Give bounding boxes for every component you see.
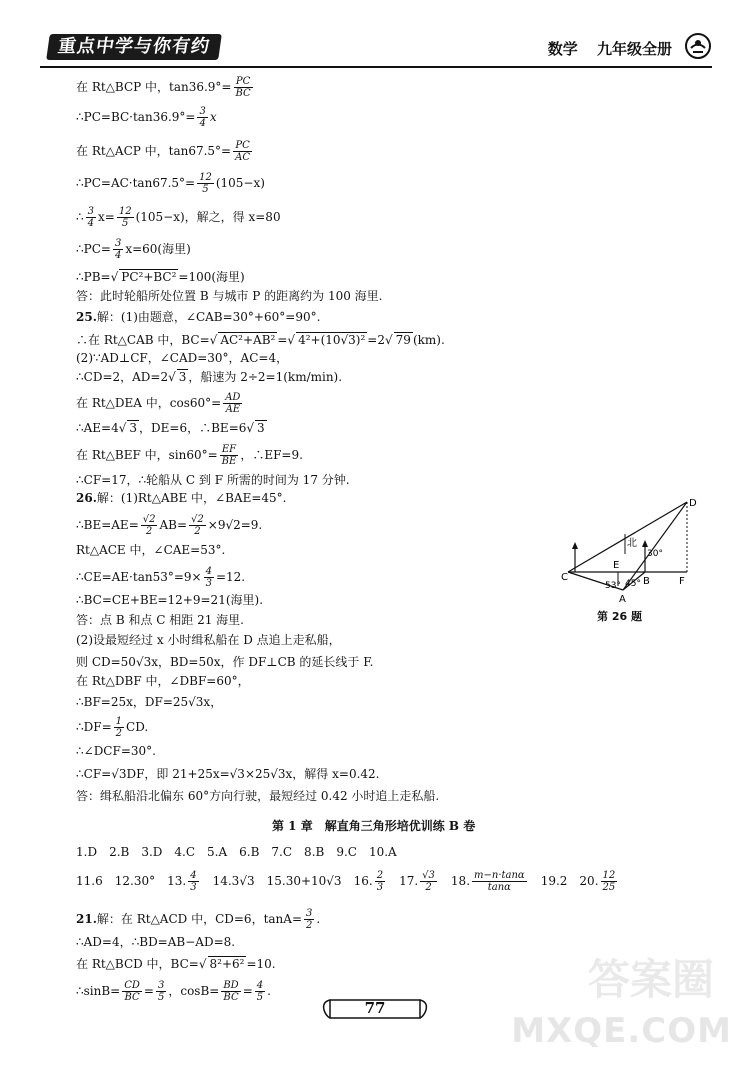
text-line: ∴BE=AE= $\frac{√2}{2}$ AB= $\frac{√2}{2}$ ×9√2=9. bbox=[76, 514, 263, 537]
text-line: 在 Rt△DBF 中，∠DBF=60°， bbox=[76, 674, 250, 688]
text-line: 在 Rt△BCD 中，BC=√ 8²+6² =10. bbox=[76, 957, 276, 971]
grade-label: 九年级全册 bbox=[596, 40, 672, 58]
problem-26-figure bbox=[555, 494, 705, 624]
subject-label: 数学 bbox=[547, 40, 578, 58]
text-line: ∴AD=4，∴BD=AB−AD=8. bbox=[76, 935, 236, 949]
label-C: C bbox=[561, 572, 568, 583]
text-line: 25.解：(1)由题意，∠CAB=30°+60°=90°. bbox=[76, 310, 321, 324]
page-number: 77 bbox=[364, 999, 386, 1017]
text-line: ∴AE=4√ 3 ，DE=6，∴BE=6√ 3 bbox=[76, 421, 265, 435]
label-30: 30° bbox=[647, 549, 663, 559]
text-line: (2)∵AD⊥CF，∠CAD=30°，AC=4， bbox=[76, 351, 289, 365]
text-line: 21.解：在 Rt△ACD 中，CD=6，tanA= $\frac{3}{2}$ . bbox=[76, 908, 321, 931]
text-line: ∴BC=CE+BE=12+9=21(海里). bbox=[76, 593, 264, 607]
text-line: ∴CF=√3DF，即 21+25x=√3×25√3x，解得 x=0.42. bbox=[76, 767, 380, 781]
header-subject-grade bbox=[534, 38, 672, 59]
text-line: 答：缉私船沿北偏东 60°方向行驶，最短经过 0.42 小时追上走私船. bbox=[76, 789, 440, 803]
text-line: 在 Rt△ACP 中，tan67.5°= $\frac{PC}{AC}$ bbox=[76, 140, 250, 163]
text-line: ∴BF=25x，DF=25√3x， bbox=[76, 695, 223, 709]
label-45: 45° bbox=[625, 579, 641, 589]
label-north: 北 bbox=[627, 538, 637, 549]
text-line: ∴CD=2，AD=2√ 3 ，船速为 2÷2=1(km/min). bbox=[76, 370, 343, 384]
label-53: 53° bbox=[605, 581, 621, 591]
figure-caption: 第 26 题 bbox=[597, 610, 642, 623]
brand-logo: 重点中学与你有约 bbox=[46, 34, 222, 60]
text-line: 在 Rt△BEF 中，sin60°= $\frac{EF}{BE}$ ，∴EF=9. bbox=[76, 444, 303, 467]
watermark-url: MXQE.COM bbox=[511, 1011, 732, 1051]
label-F: F bbox=[679, 576, 685, 587]
answers-row-1: 1.D 2.B 3.D 4.C 5.A 6.B 7.C 8.B 9.C 10.A bbox=[76, 845, 397, 859]
text-line: 26.解：(1)Rt△ABE 中，∠BAE=45°. bbox=[76, 491, 287, 505]
text-line: 答：此时轮船所处位置 B 与城市 P 的距离约为 100 海里. bbox=[76, 289, 383, 303]
text-line: ∴ $\frac{3}{4}$ x= $\frac{12}{5}$ (105−x)，解之，得 x=80 bbox=[76, 206, 281, 229]
text-line: ∴DF= $\frac{1}{2}$ CD. bbox=[76, 716, 149, 739]
watermark-logo-text: 答案圈 bbox=[587, 955, 714, 1004]
text-line: ∴∠DCF=30°. bbox=[76, 744, 156, 758]
text-line: ∴PC=AC·tan67.5°= $\frac{12}{5}$ (105−x) bbox=[76, 172, 265, 195]
label-B: B bbox=[643, 576, 650, 587]
text-line: ∴PC=BC·tan36.9°= $\frac{3}{4}$ x bbox=[76, 106, 217, 129]
text-line: 则 CD=50√3x，BD=50x，作 DF⊥CB 的延长线于 F. bbox=[76, 655, 374, 669]
text-line: (2)设最短经过 x 小时缉私船在 D 点追上走私船， bbox=[76, 633, 341, 647]
book-emblem-icon bbox=[684, 32, 712, 60]
text-line: Rt△ACE 中，∠CAE=53°. bbox=[76, 543, 226, 557]
text-line: ∴CF=17，∴轮船从 C 到 F 所需的时间为 17 分钟. bbox=[76, 473, 350, 487]
text-line: 在 Rt△BCP 中，tan36.9°= $\frac{PC}{BC}$ bbox=[76, 76, 251, 99]
page-header bbox=[40, 30, 712, 66]
watermark bbox=[511, 951, 732, 1061]
text-line: 答：点 B 和点 C 相距 21 海里. bbox=[76, 613, 244, 627]
text-line: ∴PC= $\frac{3}{4}$ x=60(海里) bbox=[76, 238, 191, 261]
text-line: 在 Rt△DEA 中，cos60°= $\frac{AD}{AE}$ bbox=[76, 392, 241, 415]
label-E: E bbox=[613, 560, 620, 571]
section-title: 第 1 章 解直角三角形培优训练 B 卷 bbox=[272, 819, 476, 833]
label-A: A bbox=[619, 594, 626, 605]
answers-row-2: 11.6 12.30° 13. $\frac{4}{3}$ 14.3√3 15.30+10√3 16. $\frac{2}{3}$ 17. $\frac{√3}{2}$ 18. $\frac{m-n\cdot\tan\alpha}{\tan\alpha}$ 19.2 20. $\frac{12}{25}$ bbox=[76, 870, 616, 893]
page-number-banner bbox=[320, 992, 430, 1024]
text-line: ∴CE=AE·tan53°=9× $\frac{4}{3}$ =12. bbox=[76, 566, 246, 589]
text-line: ∴sinB= $\frac{CD}{BC}$ = $\frac{3}{5}$ ，cosB= $\frac{BD}{BC}$ = $\frac{4}{5}$ . bbox=[76, 980, 271, 1003]
label-D: D bbox=[689, 498, 697, 509]
header-rule bbox=[40, 66, 712, 68]
text-line: ∴在 Rt△CAB 中，BC=√ AC²+AB² =√ 4²+(10√3)² =2√ 79 (km). bbox=[76, 333, 445, 347]
text-line: ∴PB=√ PC²+BC² =100(海里) bbox=[76, 270, 245, 284]
